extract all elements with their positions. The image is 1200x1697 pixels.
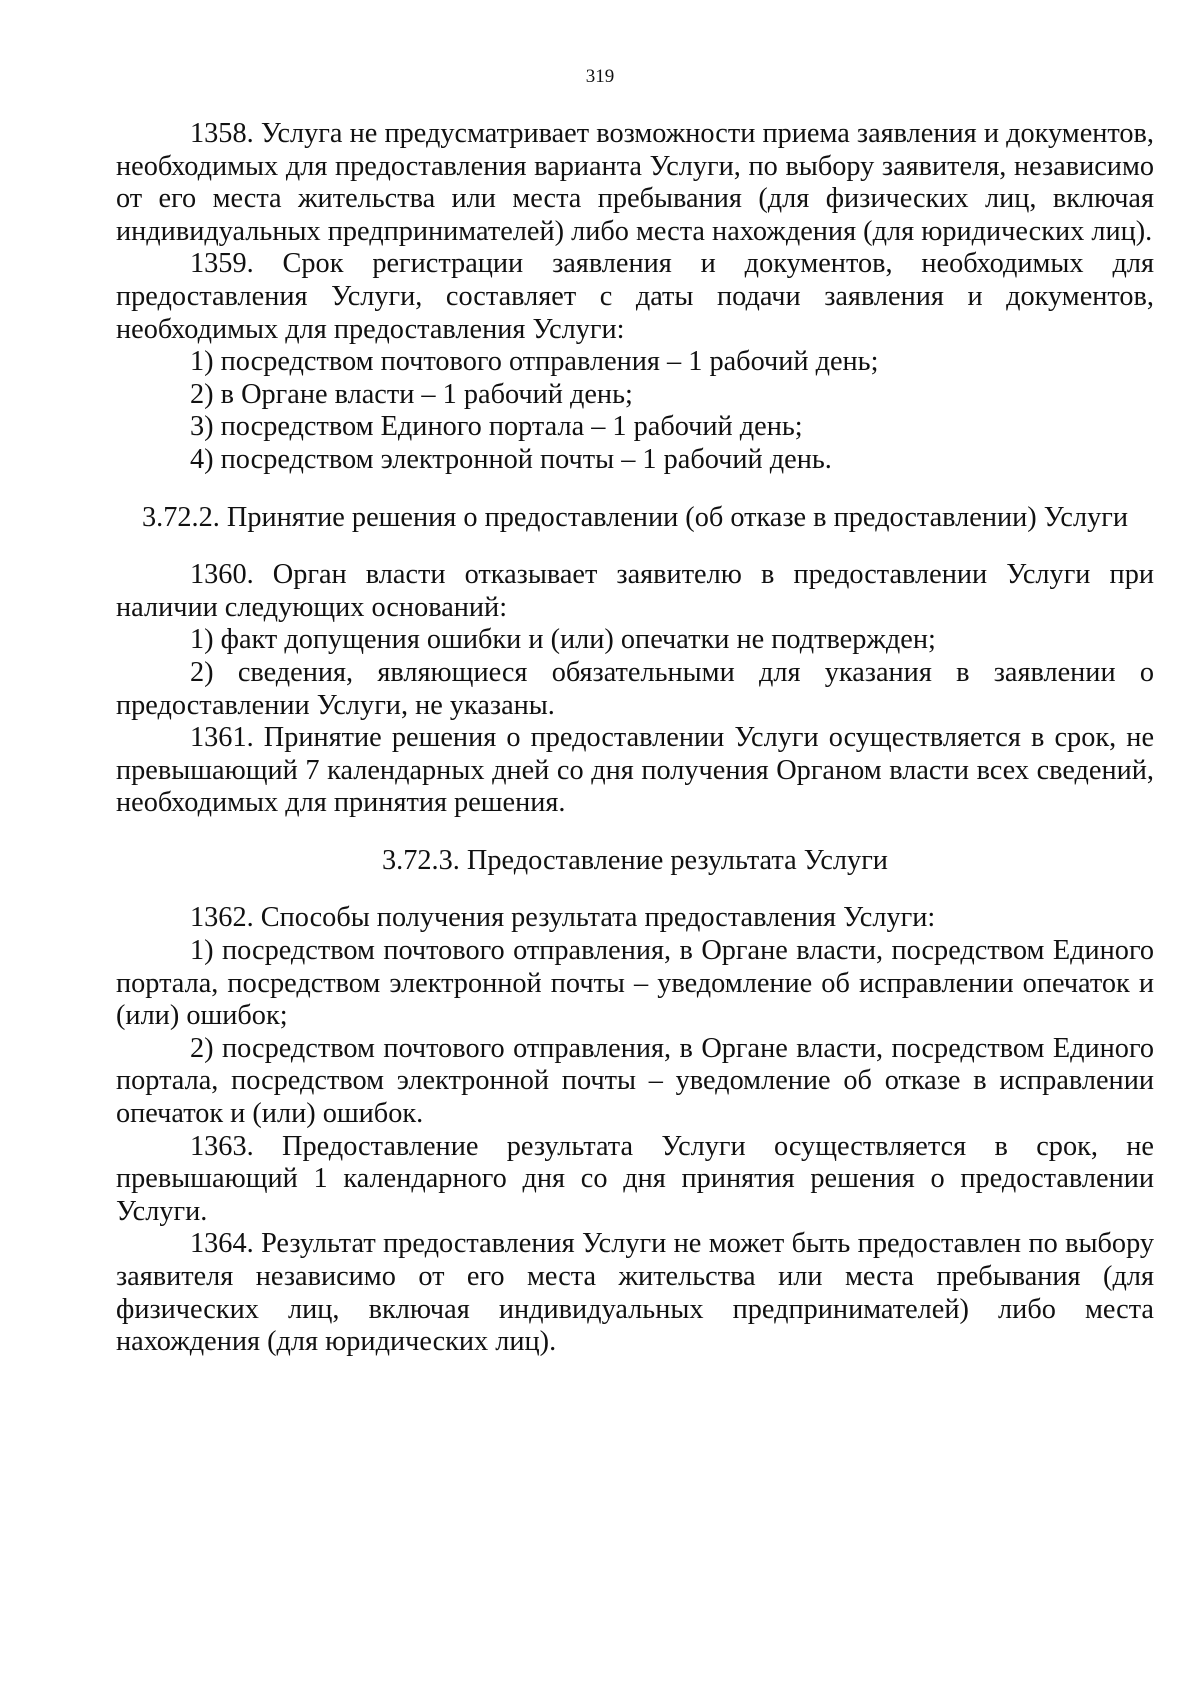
section-heading-3-72-3: 3.72.3. Предоставление результата Услуги [382, 844, 888, 876]
list-item: 1) факт допущения ошибки и (или) опечатки не подтвержден; [190, 624, 936, 656]
paragraph-1362: 1362. Способы получения результата предоставления Услуги: [190, 902, 936, 934]
paragraph-1358: 1358. Услуга не предусматривает возможности приема заявления и документов, необходимых для предоставления варианта Услуги, по выбору заявителя, независимо от его места жительства или места пребывания (для физических лиц, включая индивидуальных предпринимателей) либо места нахождения (для юридических лиц). [116, 118, 1154, 247]
paragraph-1359: 1359. Срок регистрации заявления и документов, необходимых для предоставления Услуги, составляет с даты подачи заявления и документов, необходимых для предоставления Услуги: [116, 248, 1154, 345]
list-item: 2) в Органе власти – 1 рабочий день; [190, 378, 633, 410]
list-item: 1) посредством почтового отправления, в Органе власти, посредством Единого портала, посредством электронной почты – уведомление об исправлении опечаток и (или) ошибок; [116, 935, 1154, 1032]
document-body [116, 118, 1154, 1359]
paragraph-1360: 1360. Орган власти отказывает заявителю в предоставлении Услуги при наличии следующих оснований: [116, 559, 1154, 623]
paragraph-1363: 1363. Предоставление результата Услуги осуществляется в срок, не превышающий 1 календарного дня со дня принятия решения о предоставлении Услуги. [116, 1130, 1154, 1227]
paragraph-1361: 1361. Принятие решения о предоставлении Услуги осуществляется в срок, не превышающий 7 календарных дней со дня получения Органом власти всех сведений, необходимых для принятия решения. [116, 722, 1154, 819]
list-item: 2) сведения, являющиеся обязательными для указания в заявлении о предоставлении Услуги, не указаны. [116, 656, 1154, 721]
paragraph-1364: 1364. Результат предоставления Услуги не может быть предоставлен по выбору заявителя независимо от его места жительства или места пребывания (для физических лиц, включая индивидуальных предпринимателей) либо места нахождения (для юридических лиц). [116, 1228, 1154, 1358]
list-item: 2) посредством почтового отправления, в Органе власти, посредством Единого портала, посредством электронной почты – уведомление об отказе в исправлении опечаток и (или) ошибок. [116, 1032, 1154, 1130]
list-item: 1) посредством почтового отправления – 1 рабочий день; [190, 346, 879, 378]
section-heading-3-72-2: 3.72.2. Принятие решения о предоставлении (об отказе в предоставлении) Услуги [142, 501, 1128, 533]
list-item: 3) посредством Единого портала – 1 рабочий день; [190, 411, 803, 443]
list-item: 4) посредством электронной почты – 1 рабочий день. [190, 443, 832, 475]
page-number: 319 [585, 66, 615, 87]
